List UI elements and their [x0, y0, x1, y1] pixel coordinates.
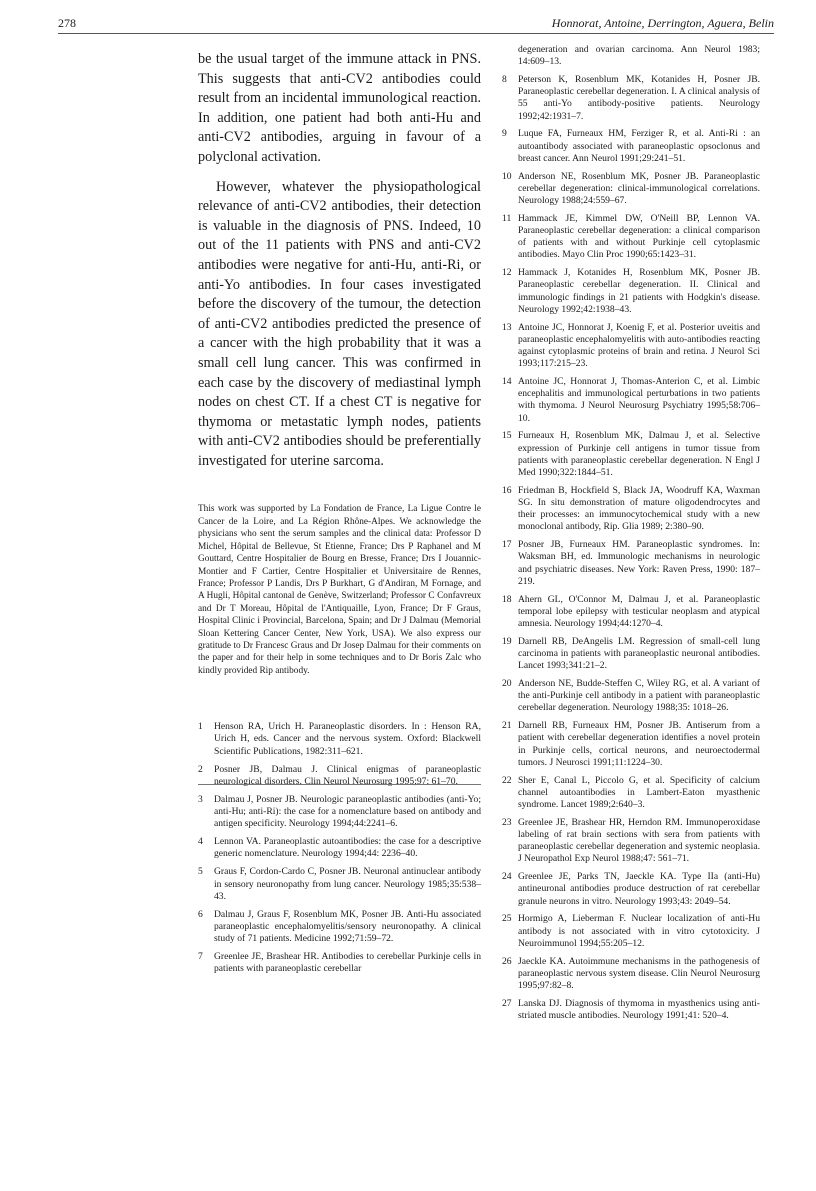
reference-number: 17 [502, 539, 512, 551]
reference-item [502, 322, 760, 371]
reference-text: Graus F, Cordon-Cardo C, Posner JB. Neuronal antinuclear antibody in sensory neuronopathy from lung cancer. Neurology 1985;35:538–43. [214, 866, 481, 902]
reference-text: Greenlee JE, Parks TN, Jaeckle KA. Type IIa (anti-Hu) antineuronal antibodies produce destruction of rat cerebellar granule neurons in vitro. Neurology 1993;43: 2049–54. [518, 871, 760, 907]
reference-number: 23 [502, 816, 512, 828]
reference-number: 2 [198, 763, 203, 775]
reference-item [502, 998, 760, 1022]
reference-number: 6 [198, 908, 203, 920]
reference-number: 13 [502, 321, 512, 333]
reference-item [502, 956, 760, 993]
right-column [502, 44, 760, 1028]
reference-text: Antoine JC, Honnorat J, Koenig F, et al. Posterior uveitis and paraneoplastic encephalomyelitis with auto-antibodies reacting against cytoplasmic proteins of brain and retina. J Neurol Sci 1993;117:215–23. [518, 321, 760, 370]
reference-item [198, 909, 481, 946]
reference-item [502, 430, 760, 479]
reference-item [198, 794, 481, 831]
reference-text: Henson RA, Urich H. Paraneoplastic disorders. In : Henson RA, Urich H, eds. Cancer and the nervous system. Oxford: Blackwell Scientific Publications, 1982:311–621. [214, 721, 481, 757]
reference-item [502, 485, 760, 534]
reference-list-left [198, 721, 481, 975]
reference-number: 8 [502, 74, 507, 85]
reference-text: Lanska DJ. Diagnosis of thymoma in myasthenics using anti-striated muscle antibodies. Neurology 1991;41: 520–4. [518, 997, 760, 1022]
reference-number: 18 [502, 593, 512, 605]
reference-text: Greenlee JE, Brashear HR. Antibodies to cerebellar Purkinje cells in patients with paraneoplastic cerebellar [214, 951, 481, 975]
reference-text: Hammack JE, Kimmel DW, O'Neill BP, Lennon VA. Paraneoplastic cerebellar degeneration: a clinical comparison of patients with and without Purkinje cell cytoplasmic antibodies. Mayo Clin Proc 1990;65:1423–31. [518, 212, 760, 261]
header-rule [58, 33, 774, 34]
reference-item [198, 836, 481, 860]
reference-item [502, 171, 760, 208]
reference-item [502, 376, 760, 425]
reference-text: Peterson K, Rosenblum MK, Kotanides H, Posner JB. Paraneoplastic cerebellar degeneration. I. A clinical analysis of 55 anti-Yo antibody-positive patients. Neurology 1992;42:1931–7. [518, 74, 760, 122]
reference-item [502, 913, 760, 950]
reference-number: 11 [502, 212, 512, 224]
reference-text: Jaeckle KA. Autoimmune mechanisms in the pathogenesis of paraneoplastic nervous system disease. Clin Neurol Neurosurg 1995;97:82–8. [518, 955, 760, 992]
reference-item [198, 866, 481, 903]
reference-item [502, 267, 760, 316]
reference-number: 16 [502, 484, 512, 496]
reference-text: Hormigo A, Lieberman F. Nuclear localization of anti-Hu antibody is not associated with in vitro cytotoxicity. J Neuroimmunol 1994;55:205–12. [518, 913, 760, 949]
reference-item [502, 775, 760, 812]
reference-item [502, 74, 760, 123]
reference-item [502, 594, 760, 631]
reference-item [502, 817, 760, 866]
reference-text: Antoine JC, Honnorat J, Thomas-Anterion C, et al. Limbic encephalitis and immunological perturbations in two patients with thymoma. J Neurol Neurosurg Psychiatry 1995;58:706–10. [518, 376, 760, 424]
reference-number: 15 [502, 430, 512, 442]
body-paragraph: be the usual target of the immune attack in PNS. This suggests that anti-CV2 antibodies could result from an incidental immunological reaction. In addition, one patient had both anti-Hu and anti-CV2 antibodies, arguing in favour of a polyclonal activation. [198, 51, 481, 165]
reference-item [502, 678, 760, 715]
reference-number: 24 [502, 871, 512, 883]
reference-item [502, 213, 760, 262]
reference-number: 10 [502, 170, 512, 182]
reference-continuation: degeneration and ovarian carcinoma. Ann Neurol 1983; 14:609–13. [518, 44, 760, 68]
acknowledgement: This work was supported by La Fondation de France, La Ligue Contre le Cancer de la Loire, and La Région Rhône-Alpes. We acknowledge the physicians who sent the serum samples and the clinical data: Professor D Michel, Hôpital de Bellevue, St Etienne, France; Drs P Raphanel and M Gouttard, Centre Hospitalier de Bourg en Bresse, France; Drs I Jouannic-Montier and F Cartier, Centre Hospitalier et Universitaire de Rennes, France; Professor P Landis, Drs P Burkhart, G d'Andiran, M Fornage, and A Hugli, Hôpital cantonal de Genève, Switzerland; Professor C Confavreux and Dr T Moreau, Hôpital de l'Antiquaille, Lyon, France; Dr F Graus, Hospital Clinic i Provincial, Barcelona, Spain; and Dr J Dalmau (Memorial Sloan Kettering Cancer Center, New York, USA). We also express our gratitude to Dr Francesc Graus and Dr Josep Dalmau for their comments on the paper and for their help in some techniques and to Dr Boris Zalc who kindly provided Rip antibody. [198, 504, 481, 676]
reference-text: Anderson NE, Rosenblum MK, Posner JB. Paraneoplastic cerebellar degeneration: clinical-immunological correlations. Neurology 1988;24:559–67. [518, 170, 760, 207]
reference-item [502, 720, 760, 769]
reference-number: 1 [198, 721, 203, 733]
reference-text: Ahern GL, O'Connor M, Dalmau J, et al. Paraneoplastic temporal lobe epilepsy with testicular neoplasm and atypical amnesia. Neurology 1994;44:1270–4. [518, 593, 760, 630]
reference-text: Luque FA, Furneaux HM, Ferziger R, et al. Anti-Ri : an autoantibody associated with paraneoplastic opsoclonus and breast cancer. Ann Neurol 1991;29:241–51. [518, 128, 760, 164]
reference-number: 3 [198, 793, 203, 805]
reference-text: Posner JB, Dalmau J. Clinical enigmas of paraneoplastic neurological disorders. Clin Neurol Neurosurg 1995;97: 61–70. [214, 763, 481, 787]
reference-text: Greenlee JE, Brashear HR, Herndon RM. Immunoperoxidase labeling of rat brain sections with sera from patients with paraneoplastic cerebellar degeneration and systemic neoplasia. J Neuropathol Exp Neurol 1988;47: 561–71. [518, 816, 760, 865]
reference-text: Friedman B, Hockfield S, Black JA, Woodruff KA, Waxman SG. In situ demonstration of mature oligodendrocytes and their processes: an immunocytochemical study with a new monoclonal antibody, Rip. Glia 1989; 2:380–90. [518, 484, 760, 533]
reference-number: 5 [198, 866, 203, 878]
reference-text: Darnell RB, DeAngelis LM. Regression of small-cell lung carcinoma in patients with paraneoplastic neuronal antibodies. Lancet 1993;341:21–2. [518, 635, 760, 672]
reference-text: Furneaux H, Rosenblum MK, Dalmau J, et al. Selective expression of Purkinje cell antigens in tumor tissue from patients with paraneoplastic cerebellar degeneration. N Engl J Med 1990;322:1844–51. [518, 430, 760, 479]
reference-number: 20 [502, 678, 512, 690]
reference-number: 25 [502, 913, 512, 925]
reference-number: 27 [502, 997, 512, 1009]
reference-text: Hammack J, Kotanides H, Rosenblum MK, Posner JB. Paraneoplastic cerebellar degeneration. II. Clinical and immunologic findings in 21 patients with Hodgkin's disease. Neurology 1992;42:1938–43. [518, 267, 760, 315]
reference-number: 12 [502, 267, 512, 279]
reference-text: Dalmau J, Graus F, Rosenblum MK, Posner JB. Anti-Hu associated paraneoplastic encephalomyelitis/sensory neuronopathy. A clinical study of 71 patients. Medicine 1992;71:59–72. [214, 908, 481, 945]
running-head: Honnorat, Antoine, Derrington, Aguera, Belin [551, 16, 774, 30]
page-number: 278 [58, 16, 76, 30]
body-paragraph: However, whatever the physiopathological relevance of anti-CV2 antibodies, their detection is valuable in the diagnosis of PNS. Indeed, 10 out of the 11 patients with PNS and anti-CV2 antibodies were negative for anti-Hu, anti-Ri, or anti-Yo antibodies. In four cases investigated before the discovery of the tumour, the detection of anti-CV2 antibodies predicted the presence of a cancer with the high probability that it was a small cell lung cancer. This was confirmed in each case by the discovery of mediastinal lymph nodes on chest CT. If a chest CT is negative for thymoma or metastatic lymph nodes, patients with anti-CV2 antibodies should be preferentially investigated for uterine sarcoma. [198, 178, 481, 469]
reference-list-right [502, 74, 760, 1022]
reference-item [198, 721, 481, 758]
page-header [58, 16, 774, 34]
reference-item [502, 539, 760, 588]
left-column [198, 50, 481, 981]
reference-item [198, 951, 481, 975]
reference-text: Posner JB, Furneaux HM. Paraneoplastic syndromes. In: Waksman BH, ed. Immunologic mechanisms in neurologic and psychiatric diseases. New York: Raven Press, 1990: 187–219. [518, 539, 760, 587]
section-divider [198, 784, 481, 785]
reference-number: 19 [502, 635, 512, 647]
reference-number: 21 [502, 720, 512, 732]
reference-number: 4 [198, 836, 203, 848]
reference-text: Dalmau J, Posner JB. Neurologic paraneoplastic antibodies (anti-Yo; anti-Hu; anti-Ri): the case for a nomenclature based on antibody and antigen specificity. Neurology 1994;44:2241–6. [214, 793, 481, 830]
reference-number: 9 [502, 128, 507, 140]
reference-text: Anderson NE, Budde-Steffen C, Wiley RG, et al. A variant of the anti-Purkinje cell antibody in a patient with paraneoplastic cerebellar degeneration. Neurology 1988;35: 1018–26. [518, 678, 760, 714]
reference-item [502, 128, 760, 165]
reference-item [502, 871, 760, 908]
reference-number: 26 [502, 955, 512, 967]
reference-text: Sher E, Canal L, Piccolo G, et al. Specificity of calcium channel autoantibodies in Lambert-Eaton myasthenic syndrome. Lancet 1989;2:640–3. [518, 774, 760, 811]
reference-number: 22 [502, 774, 512, 786]
reference-number: 7 [198, 951, 203, 963]
reference-number: 14 [502, 376, 512, 388]
reference-text: Lennon VA. Paraneoplastic autoantibodies: the case for a descriptive generic nomenclature. Neurology 1994;44: 2236–40. [214, 836, 481, 860]
reference-item [502, 636, 760, 673]
reference-text: Darnell RB, Furneaux HM, Posner JB. Antiserum from a patient with cerebellar degeneration identifies a novel protein in Purkinje cells, cortical neurons, and neuroectodermal tumors. J Neurosci 1991;11:1224–30. [518, 720, 760, 768]
